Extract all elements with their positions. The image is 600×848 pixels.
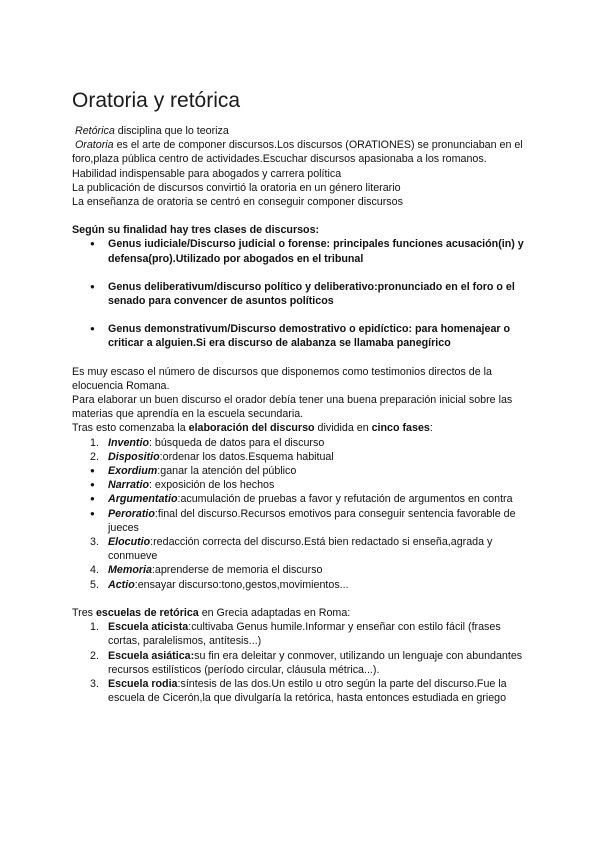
page-title: Oratoria y retórica: [72, 89, 241, 112]
escuelas-intro: Tres escuelas de retórica en Grecia adaptadas en Roma:: [72, 606, 351, 619]
list-item: 3. Escuela rodia:síntesis de las dos.Un estilo u otro según la parte del discurso.Fue la escuela de Cicerón,la que divulgaría la retórica, hasta entonces estudiada en griego: [90, 677, 507, 705]
intro-line: La enseñanza de oratoria se centró en conseguir componer discursos: [72, 196, 403, 209]
bullet-icon: ●: [90, 508, 95, 518]
list-item: 1. Escuela aticista:cultivaba Genus humile.Informar y enseñar con estilo fácil (frases cortas, paralelismos, antítesis...): [90, 621, 501, 648]
preparacion-paragraph: Para elaborar un buen discurso el orador debía tener una buena preparación inicial sobre las materias que aprendía en la escuela secundaria.: [72, 394, 513, 421]
list-item: 3. Elocutio:redacción correcta del discurso.Está bien redactado si enseña,agrada y conmueve: [90, 536, 493, 563]
list-item: 4. Memoria:aprenderse de memoria el discurso: [90, 564, 323, 577]
list-item: 2. Dispositio:ordenar los datos.Esquema habitual: [90, 450, 334, 463]
oratoria-definition: Oratoria es el arte de componer discursos.Los discursos (ORATIONES) se pronunciaban en el foro,plaza pública centro de actividades.Escuchar discursos apasionaba a los romanos.: [72, 139, 523, 166]
bullet-icon: ●: [90, 466, 95, 476]
escuelas-list: [72, 620, 534, 705]
bullet-icon: ●: [90, 494, 95, 504]
fases-intro: Tras esto comenzaba la elaboración del discurso dividida en cinco fases:: [72, 422, 433, 435]
finalidad-heading: Según su finalidad hay tres clases de discursos:: [72, 224, 320, 237]
list-item: ● Narratio: exposición de los hechos: [90, 479, 275, 492]
testimonios-paragraph: Es muy escaso el número de discursos que disponemos como testimonios directos de la elocuencia Romana.: [72, 365, 492, 392]
list-item: ● Genus deliberativum/discurso político y deliberativo:pronunciado en el foro o el senado para convencer de asuntos políticos: [90, 280, 534, 308]
list-item: ● Argumentatio:acumulación de pruebas a favor y refutación de argumentos en contra: [90, 493, 513, 506]
fases-list: [72, 436, 534, 592]
oratoria-term: Oratoria: [74, 139, 114, 152]
retorica-term: Retórica: [74, 125, 115, 137]
retorica-definition: Retórica disciplina que lo teoriza: [74, 125, 229, 137]
intro-line: Habilidad indispensable para abogados y carrera política: [72, 167, 342, 180]
list-item: ● Genus iudiciale/Discurso judicial o forense: principales funciones acusación(in) y defensa(pro).Utilizado por abogados en el tribunal: [90, 237, 534, 265]
bullet-icon: ●: [90, 480, 95, 490]
list-item: 2. Escuela asiática:su fin era deleitar y conmover, utilizando un lenguaje con abundantes recursos estilísticos (período circular, cláusula métrica...).: [90, 649, 523, 676]
document-content: [72, 88, 534, 705]
finalidad-list: [72, 237, 534, 350]
list-item: ● Exordium:ganar la atención del público: [90, 465, 297, 478]
list-item: 5. Actio:ensayar discurso:tono,gestos,movimientos...: [90, 578, 349, 591]
list-item: ● Genus demonstrativum/Discurso demostrativo o epidíctico: para homenajear o criticar a alguien.Si era discurso de alabanza se llamaba panegírico: [90, 322, 534, 350]
list-item: 1. Inventio: búsqueda de datos para el discurso: [90, 436, 325, 449]
list-item: ● Peroratio:final del discurso.Recursos emotivos para conseguir sentencia favorable de jueces: [90, 507, 516, 534]
intro-line: La publicación de discursos convirtió la oratoria en un género literario: [72, 181, 401, 194]
